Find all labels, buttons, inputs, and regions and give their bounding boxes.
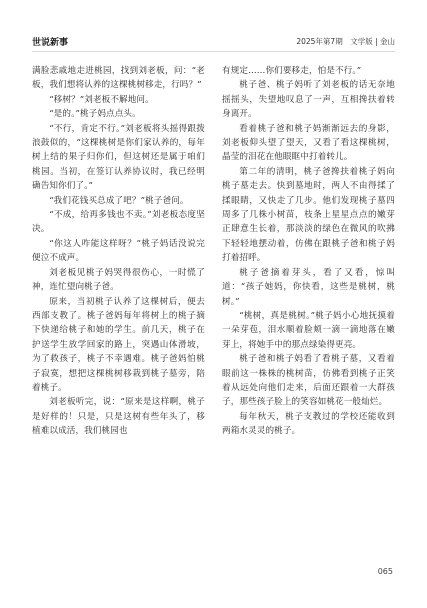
paragraph: “移树？”刘老板不解地问。 [49,94,154,105]
running-header [32,34,395,52]
paragraph: “不成，给再多钱也不卖。”刘老板态度坚决。 [32,210,205,235]
right-column [222,64,395,439]
paragraph: “我们花钱买总成了吧？”桃子爸问。 [49,195,189,206]
magazine-title: 世说新事 [32,37,69,48]
left-column [32,64,205,439]
paragraph: 桃子爸、桃子妈听了刘老板的话无奈地摇摇头，失望地叹息了一声，互相搀扶着转身离开。 [222,80,395,120]
paragraph: “你这人咋能这样呀？”桃子妈话没说完便泣不成声。 [32,238,205,264]
paragraph: “是的。”桃子妈点点头。 [49,109,141,120]
page-number: 065 [377,567,393,576]
paragraph: 每年秋天，桃子支教过的学校还能收到两箱水灵灵的桃子。 [222,411,395,437]
issue-info: 2025年第7期 文学版 | 金山 [296,36,395,46]
paragraph: 看着桃子爸和桃子妈渐渐远去的身影，刘老板仰头望了望天，又看了看这棵桃树，晶莹的泪花在他眼眶中打着转儿。 [222,123,395,163]
paragraph: 桃子爸和桃子妈看了看桃子墓，又看着眼前这一株株的桃树苗，仿佛看到桃子正笑着从远处向他们走来，后面还跟着一大群孩子，那些孩子脸上的笑容如桃花一般灿烂。 [222,354,395,408]
paragraph: 有规定……你们要移走，怕是不行。” [222,66,362,76]
paragraph: 原来，当初桃子认养了这棵树后，便去西部支教了。桃子爸妈每年将树上的桃子摘下快递给桃子和她的学生。前几天，桃子在护送学生放学回家的路上，突遇山体滑坡，为了救孩子，桃子不幸遇难。桃子爸妈怕桃子寂寞，想把这棵桃树移栽到桃子墓旁，陪着桃子。 [32,296,205,393]
paragraph: 刘老板见桃子妈哭得很伤心，一时慌了神，连忙望向桃子爸。 [32,267,205,293]
paragraph: “桃树，真是桃树。”桃子妈小心地抚摸着一朵芽苞，泪水顺着脸颊一滴一滴地落在嫩芽上，将她手中的那点绿染得更亮。 [222,310,395,350]
paragraph: 第二年的清明，桃子爸搀扶着桃子妈向桃子墓走去。快到墓地时，两人不由得揉了揉眼睛，又快走了几步。他们发现桃子墓四周多了几株小树苗，枝条上星星点点的嫩芽正肆意生长着，那淡淡的绿色在微风的吹拂下轻轻地摆动着，仿佛在跟桃子爸和桃子妈打着招呼。 [222,166,395,264]
paragraph: 满脸悲戚地走进桃园，找到刘老板，问：“老板，我们想将认养的这棵桃树移走，行吗？” [32,66,205,91]
paragraph: 桃子爸摘着芽头，看了又看，惊叫道：“孩子她妈，你快看，这些是桃树，桃树。” [222,267,395,307]
paragraph: “不行，肯定不行。”刘老板将头摇得跟拨浪鼓似的，“这棵桃树是你们家认养的，每年树上结的果子归你们，但这树还是属于咱们桃园。当初，在签订认养协议时，我已经明确告知你们了。” [32,123,205,192]
paragraph: 刘老板听完，说：“原来是这样啊，桃子是好样的！只是，只是这树有些年头了，移植难以成活，我们桃园也 [32,397,205,437]
